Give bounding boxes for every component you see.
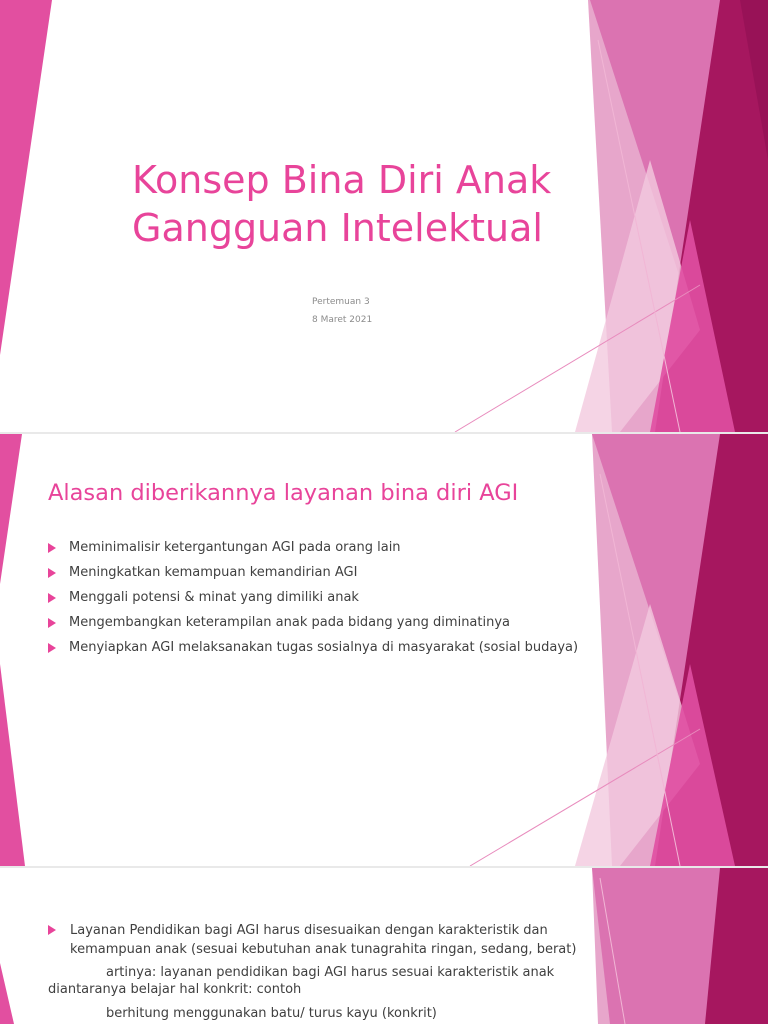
slide-subtitle: [312, 293, 372, 329]
paragraph-line-1: artinya: layanan pendidikan bagi AGI harus sesuai karakteristik anak: [106, 965, 555, 980]
list-item-text: Mengembangkan keterampilan anak pada bidang yang diminatinya: [69, 615, 511, 630]
reasons-list: [48, 535, 578, 660]
date-label: 8 Maret 2021: [312, 315, 373, 325]
slide-title: [0, 0, 768, 432]
list-item-text: Menggali potensi & minat yang dimiliki anak: [69, 590, 359, 605]
title-line-2: Gangguan Intelektual: [132, 206, 543, 250]
services-list: [48, 921, 578, 959]
list-item-text: Meningkatkan kemampuan kemandirian AGI: [69, 565, 358, 580]
left-accent-shape: [0, 0, 52, 355]
slide-heading: Alasan diberikannya layanan bina diri AGI: [48, 480, 519, 506]
bullet-arrow-icon: [48, 618, 56, 628]
bullet-arrow-icon: [48, 593, 56, 603]
explanation-paragraph: [48, 964, 588, 998]
bullet-arrow-icon: [48, 643, 56, 653]
bullet-arrow-icon: [48, 925, 56, 935]
paragraph-line-2: diantaranya belajar hal konkrit: contoh: [48, 982, 302, 997]
bullet-arrow-icon: [48, 543, 56, 553]
left-accent-shape: [0, 434, 22, 584]
bullet-arrow-icon: [48, 568, 56, 578]
list-item: [48, 921, 578, 959]
list-item: [48, 535, 578, 560]
list-item: [48, 585, 578, 610]
left-accent-shape: [0, 963, 14, 1024]
list-item: [48, 635, 578, 660]
list-item-text: Meminimalisir ketergantungan AGI pada orang lain: [69, 540, 401, 555]
list-item-line-1: Layanan Pendidikan bagi AGI harus disesuaikan dengan karakteristik dan: [70, 923, 548, 938]
slide-services: [0, 868, 768, 1024]
slide-reasons: [0, 434, 768, 866]
title-line-1: Konsep Bina Diri Anak: [132, 158, 552, 202]
list-item-text: Menyiapkan AGI melaksanakan tugas sosialnya di masyarakat (sosial budaya): [69, 640, 579, 655]
example-paragraph: berhitung menggunakan batu/ turus kayu (konkrit): [106, 1006, 437, 1021]
slide-title-text: [132, 156, 551, 252]
left-accent-shape: [0, 664, 25, 866]
list-item: [48, 610, 578, 635]
meeting-label: Pertemuan 3: [312, 297, 370, 307]
list-item-line-2: kemampuan anak (sesuai kebutuhan anak tunagrahita ringan, sedang, berat): [70, 942, 577, 957]
list-item: [48, 560, 578, 585]
